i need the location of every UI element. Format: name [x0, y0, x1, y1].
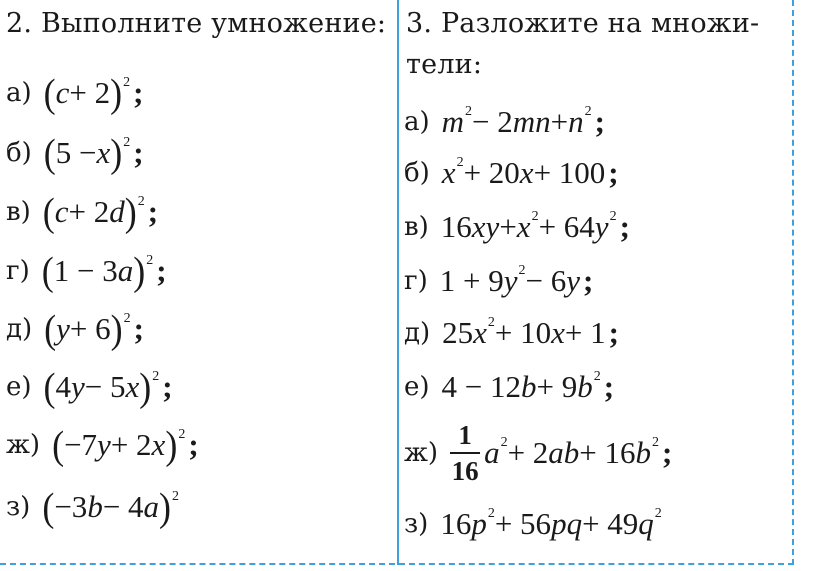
expr-part: 2 — [487, 506, 495, 521]
expr-part: 2 — [531, 209, 539, 224]
expr-part: 2 — [137, 194, 145, 209]
expr-part: ( — [43, 364, 56, 410]
math-expression — [44, 308, 144, 350]
expr-part: 2 — [593, 369, 601, 384]
expr-part: ) — [133, 248, 146, 294]
item-label: а) — [6, 78, 32, 108]
expr-part: 2 — [609, 209, 617, 224]
left-exercise-item — [6, 130, 144, 176]
expr-part: y — [594, 209, 609, 244]
expr-part: 16 — [440, 506, 472, 541]
item-label: ж) — [6, 430, 41, 460]
expr-part: ; — [662, 435, 673, 470]
expr-part: p — [471, 506, 487, 541]
expr-part: ) — [110, 306, 123, 352]
expr-part: + 100 — [533, 155, 606, 190]
expr-part: + 6 — [69, 311, 111, 346]
expr-part: + 2 — [110, 427, 152, 462]
expr-part: x — [516, 209, 531, 244]
expr-part: − 2 — [472, 104, 513, 139]
expr-part: xy — [471, 209, 500, 244]
math-expression — [442, 315, 619, 351]
expr-part: 2 — [123, 135, 131, 150]
expr-part: x — [96, 135, 111, 170]
expr-part: + 20 — [463, 155, 520, 190]
left-exercise-item — [6, 364, 173, 410]
expr-part: ; — [147, 194, 159, 229]
expr-part: ( — [43, 70, 56, 116]
expr-part: ) — [110, 70, 123, 116]
math-expression — [52, 424, 199, 466]
expr-part: 2 — [456, 155, 464, 170]
expr-part: x — [473, 315, 487, 350]
expr-part: ; — [619, 209, 630, 244]
exercise-2-title: 2. Выполните умножение: — [6, 8, 387, 39]
expr-part: 25 — [442, 315, 474, 350]
expr-part: + 64 — [538, 209, 595, 244]
expr-part: ; — [188, 427, 199, 462]
expr-part: pq — [551, 506, 583, 541]
expr-part: y — [71, 369, 85, 404]
expr-part: c — [55, 75, 70, 110]
item-label: а) — [404, 107, 430, 137]
expr-part: ( — [52, 422, 65, 468]
expr-part: −7 — [64, 427, 98, 462]
expr-part: + 2 — [69, 75, 111, 110]
expr-part: x — [151, 427, 166, 462]
right-exercise-item — [404, 207, 630, 247]
math-expression — [44, 72, 144, 114]
expr-part: ) — [165, 422, 178, 468]
expr-part: + 10 — [494, 315, 552, 350]
item-label: г) — [6, 256, 30, 286]
expr-part: − 4 — [102, 489, 144, 524]
expr-part: x — [441, 155, 456, 190]
math-expression — [441, 209, 630, 245]
expr-part: ; — [133, 311, 144, 346]
item-label: в) — [6, 197, 31, 227]
right-exercise-item — [404, 313, 619, 353]
left-exercise-item — [6, 422, 199, 468]
exercise-3-title-line2: тели: — [406, 49, 483, 80]
expr-part: ; — [156, 253, 167, 288]
item-label: б) — [6, 138, 32, 168]
expr-part: ( — [42, 484, 55, 530]
expr-part: ) — [139, 364, 152, 410]
math-expression — [440, 263, 594, 299]
expr-part: ; — [603, 369, 615, 404]
math-expression — [44, 132, 144, 174]
expr-part: 2 — [172, 489, 180, 504]
expr-part: 2 — [654, 506, 662, 521]
right-exercise-item — [404, 102, 605, 142]
expr-part: y — [97, 427, 111, 462]
expr-part: b — [577, 369, 593, 404]
expr-part: ; — [133, 135, 144, 170]
expr-part: 1 + 9 — [439, 263, 504, 298]
expr-part: y — [503, 263, 518, 298]
expr-part: ; — [594, 104, 605, 139]
expr-part: ( — [42, 189, 55, 235]
math-expression — [42, 250, 167, 292]
expr-part: d — [109, 194, 125, 229]
expr-part: 2 — [146, 253, 154, 268]
math-expression — [42, 486, 179, 528]
item-label: е) — [404, 372, 430, 402]
item-label: г) — [404, 266, 428, 296]
expr-part: a — [484, 435, 500, 470]
expr-part: 4 — [55, 369, 72, 404]
expr-part: x — [551, 315, 565, 350]
expr-part: ( — [43, 130, 56, 176]
expr-part: 2 — [584, 104, 592, 119]
exercise-3-title-line1: 3. Разложите на множи- — [406, 8, 760, 39]
expr-part: a — [143, 489, 160, 524]
expr-part: q — [638, 506, 654, 541]
expr-part: ; — [608, 155, 619, 190]
expr-part: + 2 — [507, 435, 549, 470]
expr-part: 2 — [500, 435, 508, 450]
item-label: з) — [404, 509, 429, 539]
right-border-dashed — [792, 0, 794, 565]
expr-part: + 56 — [494, 506, 552, 541]
expr-part: ) — [159, 484, 172, 530]
expr-part: 2 — [465, 104, 473, 119]
expr-part: + 16 — [579, 435, 636, 470]
expr-part: ( — [44, 306, 57, 352]
expr-part: + — [499, 209, 517, 244]
expr-part: ; — [608, 315, 619, 350]
expr-part: 2 — [123, 311, 131, 326]
expr-part: mn — [512, 104, 551, 139]
item-label: д) — [6, 314, 33, 344]
column-divider — [397, 0, 399, 565]
expr-part: + 49 — [582, 506, 639, 541]
expr-part: b — [521, 369, 537, 404]
expr-part: 2 — [652, 435, 660, 450]
right-exercise-item — [404, 261, 593, 301]
math-expression — [440, 506, 661, 542]
right-exercise-item — [404, 153, 619, 193]
expr-part: ; — [583, 263, 594, 298]
expr-part: ) — [110, 130, 123, 176]
expr-part: x — [125, 369, 140, 404]
expr-part: b — [87, 489, 103, 524]
item-label: е) — [6, 372, 32, 402]
item-label: в) — [404, 212, 429, 242]
expr-part: 2 — [487, 315, 495, 330]
item-label: д) — [404, 318, 431, 348]
left-exercise-item — [6, 189, 159, 235]
expr-part: b — [635, 435, 652, 470]
expr-part: + 1 — [564, 315, 606, 350]
expr-part: y — [56, 311, 70, 346]
math-expression — [44, 366, 173, 408]
expr-part: −3 — [54, 489, 88, 524]
right-exercise-item — [404, 367, 614, 407]
bottom-border-dashed — [0, 563, 794, 565]
expr-part: + 2 — [68, 194, 110, 229]
expr-part: 5 − — [55, 135, 97, 170]
expr-part: m — [441, 104, 465, 139]
expr-part: ) — [124, 189, 137, 235]
expr-part: 2 — [123, 75, 131, 90]
expr-part: + — [550, 104, 569, 139]
expr-part: + 9 — [536, 369, 578, 404]
expr-part: ab — [548, 435, 580, 470]
right-exercise-item — [404, 420, 673, 486]
item-label: б) — [404, 158, 430, 188]
left-exercise-item — [6, 484, 180, 530]
left-exercise-item — [6, 306, 144, 352]
expr-part: − 6 — [525, 263, 567, 298]
math-expression — [450, 420, 672, 486]
expr-part: 16 — [440, 209, 472, 244]
expr-part: ( — [41, 248, 54, 294]
expr-part: a — [117, 253, 134, 288]
math-expression — [442, 369, 615, 405]
expr-part: − 5 — [84, 369, 126, 404]
expr-part: ; — [133, 75, 144, 110]
expr-part: c — [54, 194, 69, 229]
left-exercise-item — [6, 248, 167, 294]
expr-part: 2 — [518, 263, 526, 278]
math-expression — [43, 191, 158, 233]
expr-part: ; — [162, 369, 173, 404]
expr-part: n — [568, 104, 584, 139]
expr-part: x — [519, 155, 534, 190]
expr-part: 2 — [152, 369, 160, 384]
left-exercise-item — [6, 70, 144, 116]
item-label: ж) — [404, 438, 439, 468]
math-expression — [442, 104, 605, 140]
expr-part: $\frac{1}{16}$ — [451, 420, 479, 486]
math-expression — [442, 155, 619, 191]
expr-part: 1 − 3 — [53, 253, 118, 288]
expr-part: y — [566, 263, 581, 298]
item-label: з) — [6, 492, 31, 522]
expr-part: 2 — [178, 427, 186, 442]
right-exercise-item — [404, 504, 662, 544]
expr-part: 4 − 12 — [441, 369, 522, 404]
